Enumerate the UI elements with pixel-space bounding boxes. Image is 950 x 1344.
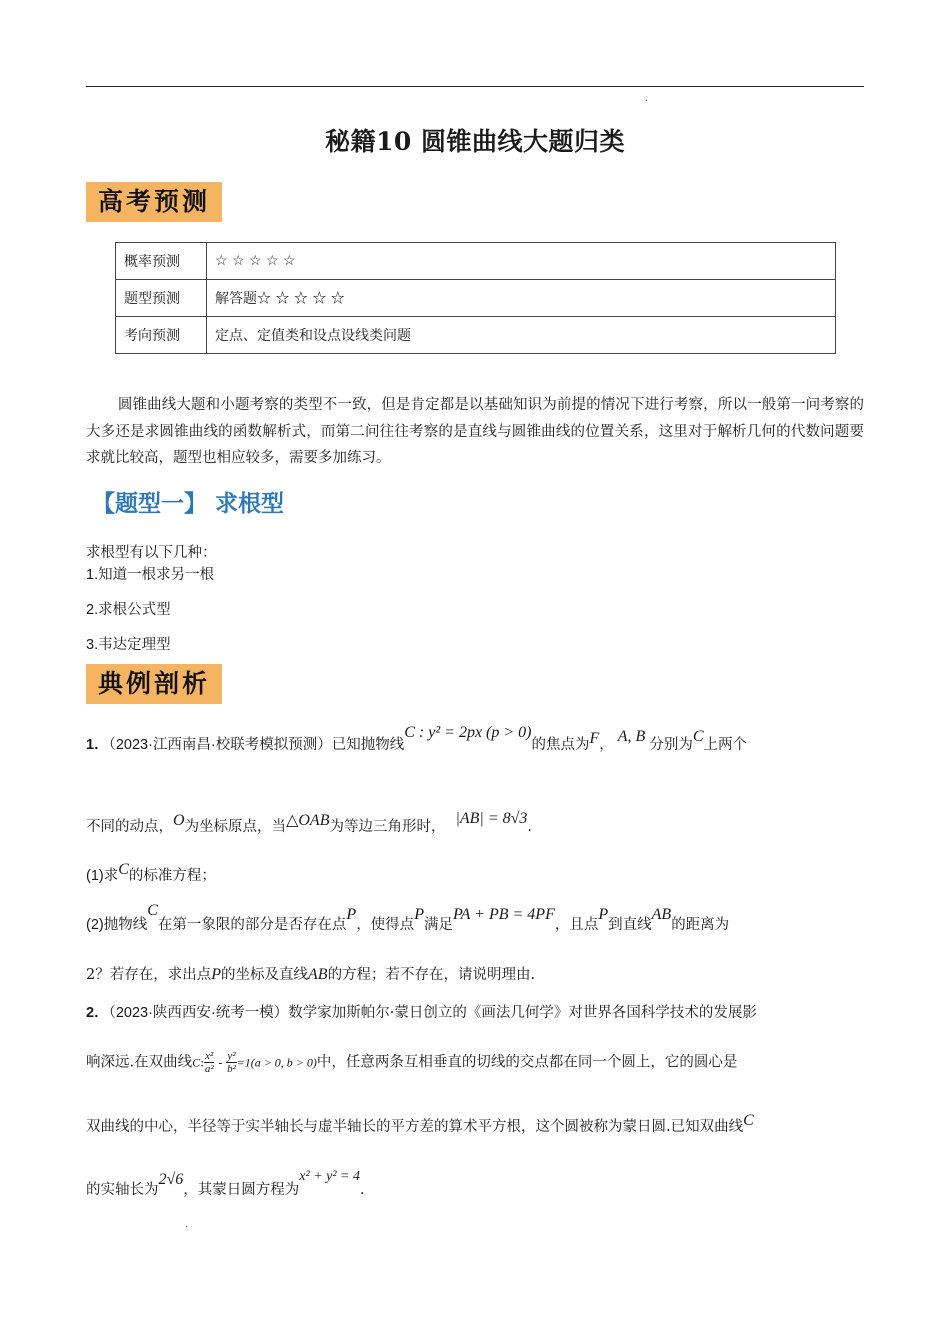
q2-text: ，其蒙日圆方程为 [183, 1182, 300, 1198]
q2-text: 响深远.在双曲线 [86, 1054, 193, 1071]
q2-text: 双曲线的中心，半径等于实半轴长与虚半轴长的平方差的算术平方根，这个圆被称为蒙日圆.已知双曲线 [86, 1119, 744, 1135]
q2-real-axis: 2√6 [158, 1171, 184, 1188]
q1-triangle: △OAB [286, 812, 330, 829]
q1-parabola: C : y² = 2px (p > 0) [404, 724, 532, 741]
q1-curve: C [692, 728, 704, 745]
q1-point-p: P [211, 966, 222, 983]
type-item-1: 1.知道一根求另一根 [86, 567, 215, 583]
q1-length: |AB| = 8√3 [455, 810, 528, 827]
q1-point-p: P [346, 906, 357, 923]
q1-source: （2023·江西南昌·校联考模拟预测） [108, 737, 332, 753]
q1-text: 已知抛物线 [331, 737, 405, 753]
intro-paragraph: 圆锥曲线大题和小题考察的类型不一致，但是肯定都是以基础知识为前提的情况下进行考察，所以一般第一问考察的大多还是求圆锥曲线的函数解析式，而第二问往往考察的是直线与圆锥曲线的位置关系，这里对于解析几何的代数问题要求就比较高，题型也相应较多，需要多加练习。 [86, 397, 864, 466]
q2-source: （2023·陕西西安·统考一模） [108, 1005, 289, 1021]
q1-text: 满足 [423, 917, 453, 933]
q1-focus: F [589, 730, 600, 747]
q1-line1 [86, 724, 747, 754]
q1-origin: O [173, 812, 185, 829]
q2-minus: - [218, 1055, 223, 1070]
q1-text: 的方程；若不存在，请说明理由. [327, 967, 536, 983]
q1-text: 为等边三角形时， [329, 819, 446, 835]
q2-text: 的实轴长为 [86, 1182, 159, 1198]
q2-line4 [86, 1169, 365, 1199]
row-value: ☆ ☆ ☆ ☆ ☆ [207, 243, 836, 280]
row-value: 解答题☆ ☆ ☆ ☆ ☆ [207, 280, 836, 317]
decorative-dot [186, 1226, 187, 1227]
section-heading: 【题型一】 求根型 [92, 491, 285, 517]
q2-number: 2． [86, 1005, 109, 1021]
q1-line-ab: AB [308, 966, 328, 983]
q1-text: 上两个 [703, 737, 747, 753]
row-key: 题型预测 [116, 280, 207, 317]
q2-line1 [86, 1001, 757, 1022]
q1-text: ，且点 [554, 917, 599, 933]
q1-text: 不同的动点， [86, 819, 173, 835]
page-title: 秘籍10 圆锥曲线大题归类 [325, 127, 625, 156]
q1-number: 1． [86, 737, 109, 753]
decorative-dot [646, 100, 647, 101]
q1-text: 分别为 [649, 737, 693, 753]
q1-point-p: P [598, 906, 609, 923]
row-value: 定点、定值类和设点设线类问题 [207, 317, 836, 354]
q2-circle-equation: x² + y² = 4 [299, 1169, 360, 1184]
q2-fraction-y: $\frac{\text{y²}}{\text{b²}}$ [227, 1050, 236, 1075]
table-row [116, 317, 836, 354]
q1-line2 [86, 810, 532, 836]
q2-text: 中，任意两条互相垂直的切线的交点都在同一个圆上，它的圆心是 [316, 1054, 738, 1071]
table-row [116, 243, 836, 280]
q1-part1 [86, 861, 216, 885]
q2-line2 [86, 1050, 737, 1075]
q1-condition: PA + PB = 4PF [452, 906, 555, 923]
q1-line-ab: AB [651, 906, 672, 923]
top-rule [86, 86, 864, 87]
q1-text: 到直线 [608, 917, 652, 933]
q1-text: 2？若存在，求出点 [86, 967, 212, 983]
q1-text: ， [599, 737, 614, 753]
types-lead: 求根型有以下几种： [86, 545, 217, 561]
q2-colon: : [200, 1055, 205, 1070]
type-item-2: 2.求根公式型 [86, 602, 171, 618]
q2-line3 [86, 1112, 754, 1136]
row-key: 概率预测 [116, 243, 207, 280]
type-item-3: 3.韦达定理型 [86, 637, 171, 653]
q1-points: A, B [617, 728, 646, 745]
q2-fraction-x: $\frac{\text{x²}}{\text{a²}}$ [204, 1050, 214, 1075]
q2-text: 数学家加斯帕尔·蒙日创立的《画法几何学》对世界各国科学技术的发展影 [288, 1005, 757, 1021]
table-row [116, 280, 836, 317]
q1-text: 的距离为 [671, 917, 730, 933]
prediction-table [115, 242, 836, 354]
q1-text: . [527, 819, 532, 835]
row-key: 考向预测 [116, 317, 207, 354]
q2-curve: C [192, 1055, 201, 1070]
q1-part1-label: (1)求 [86, 868, 119, 884]
q2-text: . [360, 1182, 365, 1198]
q1-curve: C [147, 902, 158, 919]
q1-point-p: P [414, 906, 424, 923]
q2-condition: =1(a > 0, b > 0) [236, 1055, 317, 1070]
q1-line3 [86, 963, 535, 984]
q1-curve: C [118, 861, 129, 878]
q2-curve: C [743, 1112, 754, 1129]
q1-text: 的标准方程； [128, 868, 216, 884]
examples-badge: 典例剖析 [86, 664, 222, 704]
q1-text: 为坐标原点，当 [184, 819, 287, 835]
forecast-badge: 高考预测 [86, 182, 222, 222]
q1-text: 在第一象限的部分是否存在点 [157, 917, 347, 933]
q1-part2 [86, 902, 730, 934]
q1-part2-label: (2)抛物线 [86, 917, 148, 933]
q1-text: ，使得点 [356, 917, 415, 933]
q1-text: 的坐标及直线 [221, 967, 309, 983]
q1-text: 的焦点为 [531, 737, 590, 753]
